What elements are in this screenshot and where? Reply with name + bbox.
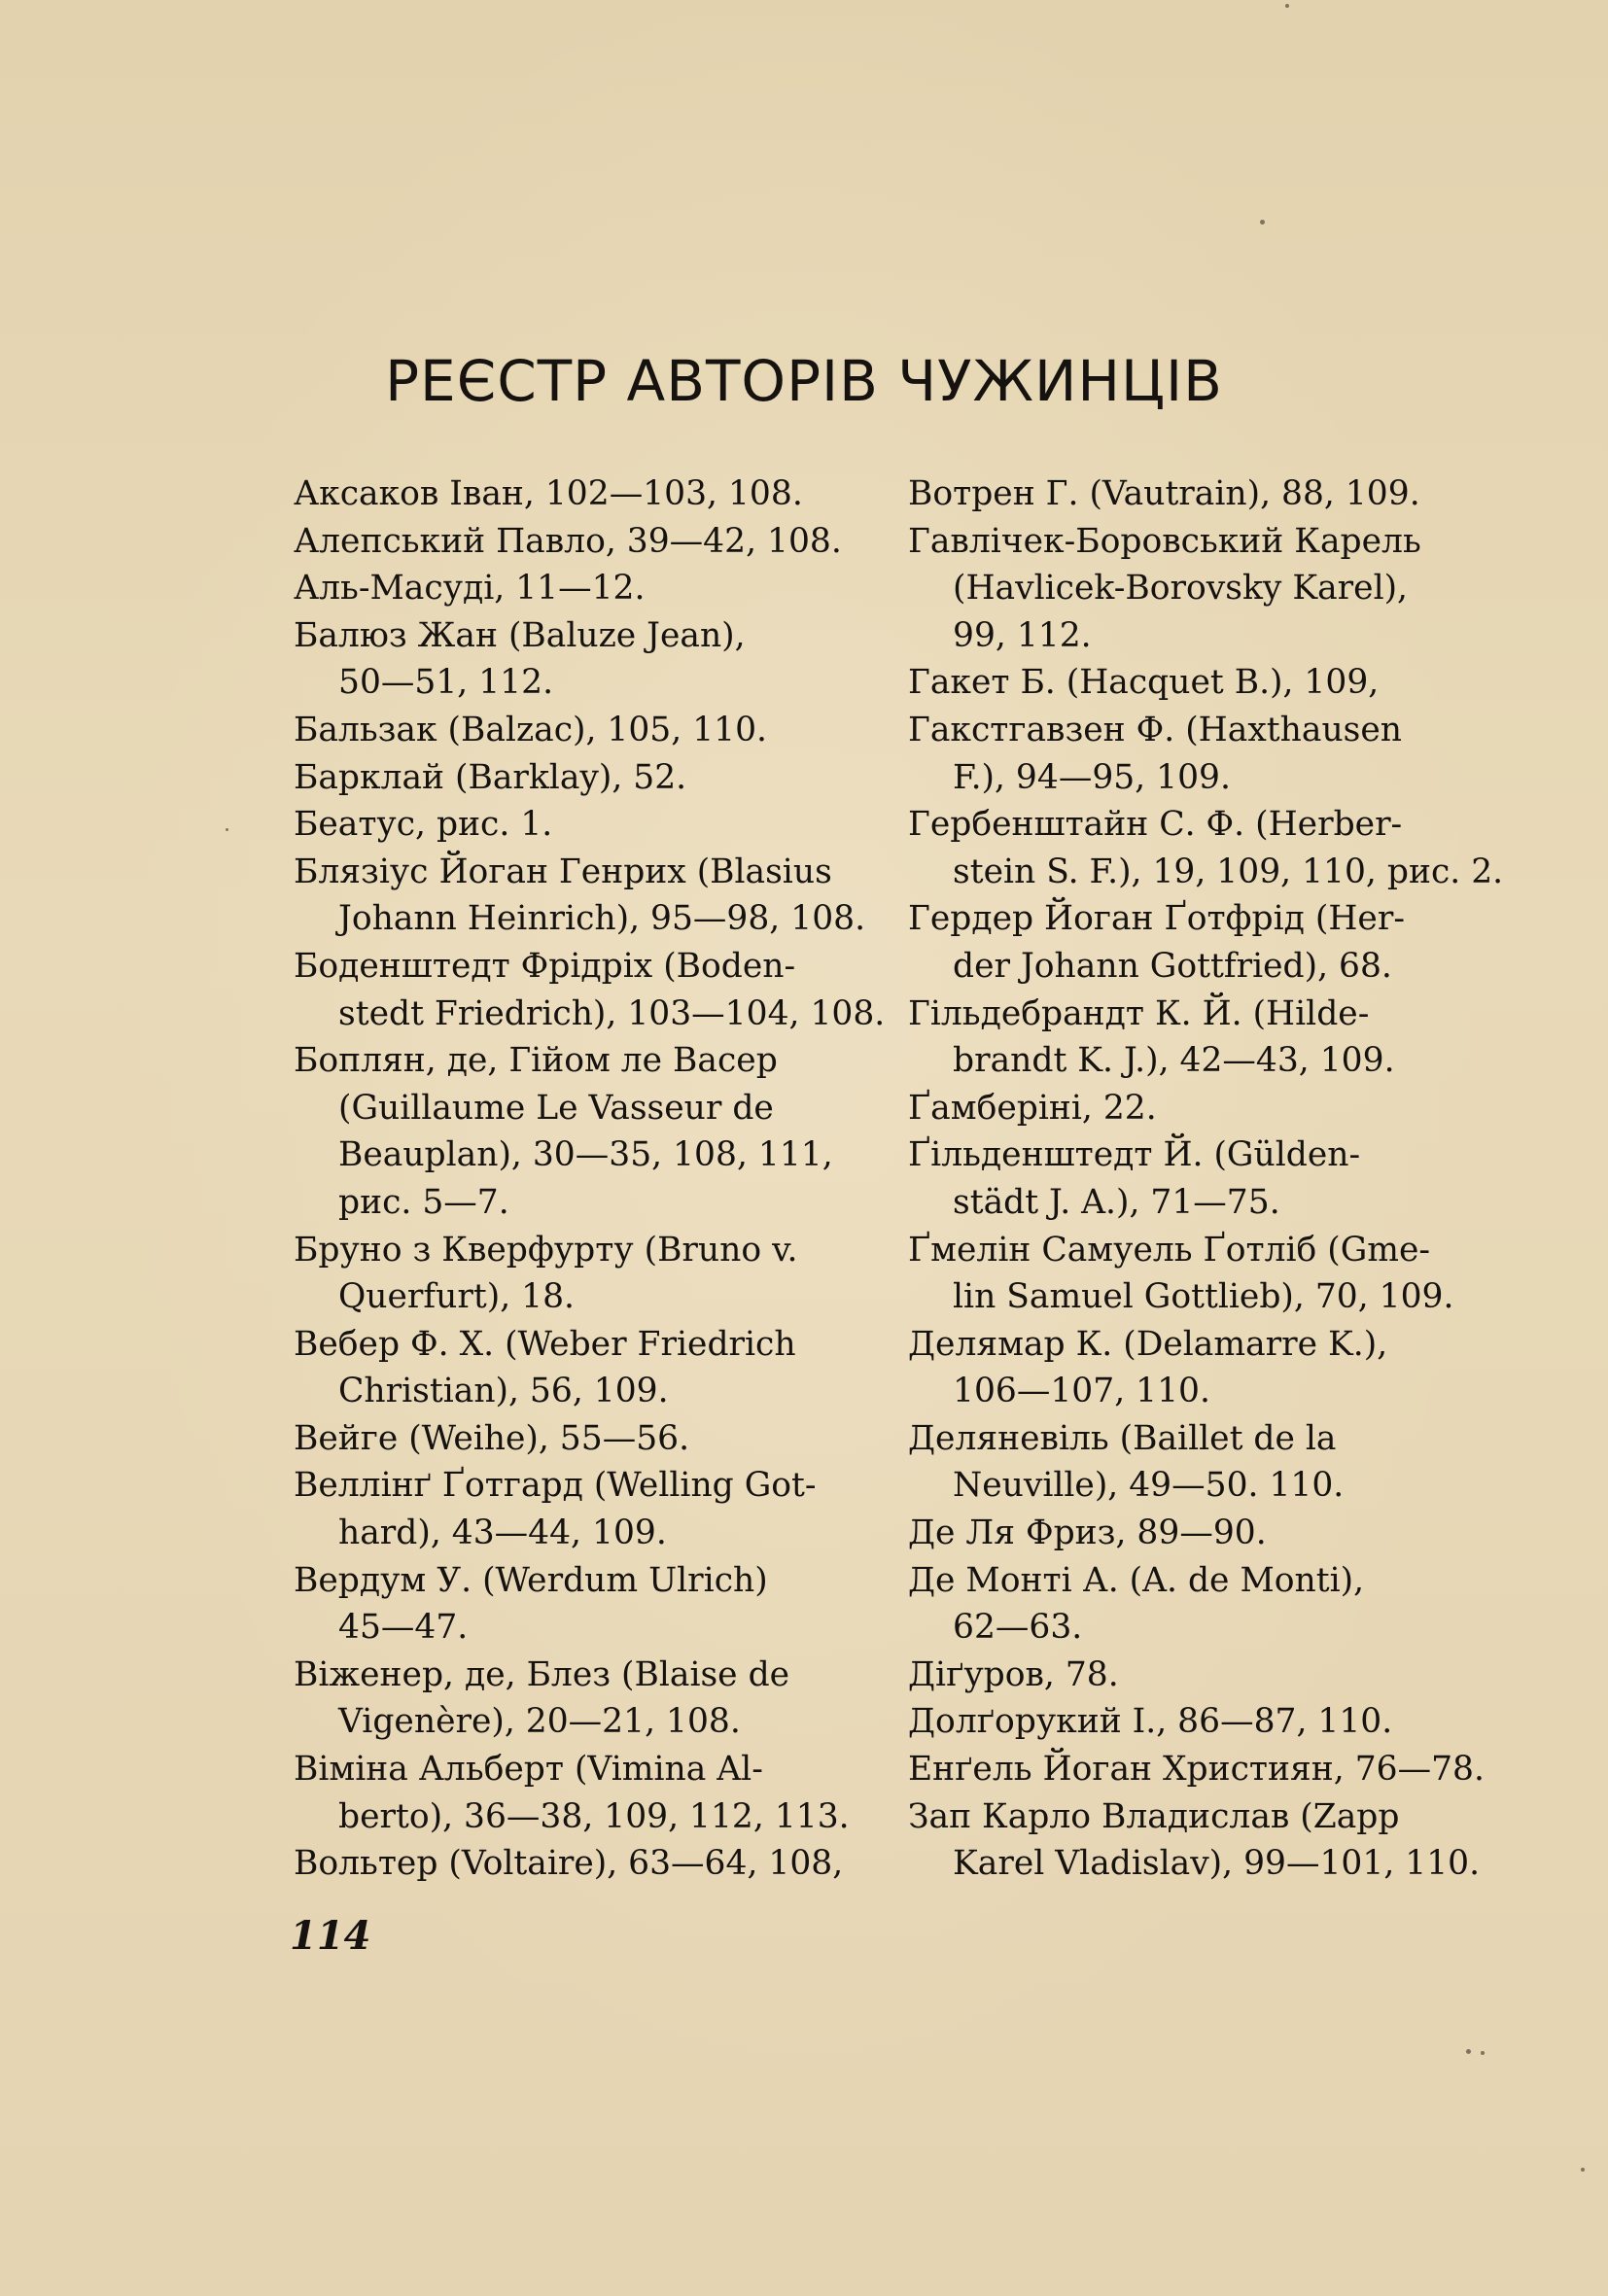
index-entry-continuation: berto), 36—38, 109, 112, 113. [338,1796,850,1836]
index-entry [294,754,867,802]
index-entry-continuation: Johann Heinrich), 95—98, 108. [338,899,866,939]
paper-speck [226,828,228,831]
index-entry-line: Гільдебрандт К. Й. (Hilde- [908,993,1370,1033]
index-entry [908,895,1482,990]
index-entry [294,565,867,612]
index-entry-line: Вольтер (Voltaire), 63—64, 108, [294,1844,844,1884]
index-entry [294,801,867,849]
index-entry-line: Делямар К. (Delamarre K.), [908,1324,1388,1364]
index-entry-line: Алепський Павло, 39—42, 108. [294,521,842,561]
index-entry-line: Деляневіль (Baillet de la [908,1418,1337,1458]
index-entry-line: Віженер, де, Блез (Blaise de [294,1654,790,1694]
index-entry-line: Вердум У. (Werdum Ulrich) [294,1560,768,1600]
index-entry-line: Енґель Йоган Християн, 76—78. [908,1750,1485,1790]
index-entry-continuation: 62—63. [953,1608,1083,1648]
index-entry-line: Ґамберіні, 22. [908,1088,1157,1128]
index-entry-line: Гакстгавзен Ф. (Haxthausen [908,710,1402,749]
index-entry [908,1746,1485,1793]
index-entry [294,943,886,1037]
index-entry [908,470,1482,518]
index-entry-continuation: 45—47. [338,1608,469,1648]
index-entry [908,801,1504,895]
index-entry-line: Де Монті А. (A. de Monti), [908,1560,1365,1600]
index-entry-continuation: Vigenère), 20—21, 108. [338,1702,741,1742]
index-entry-line: Барклай (Barklay), 52. [294,757,687,797]
index-entry-line: Боденштедт Фрідріх (Boden- [294,946,796,986]
index-entry-continuation: Beauplan), 30—35, 108, 111, [338,1135,833,1175]
index-entry [908,1131,1482,1226]
paper-speck [1466,2049,1471,2054]
index-entry [908,1510,1482,1557]
index-entry-line: Ґмелін Самуель Ґотліб (Gme- [908,1230,1431,1270]
index-entry [294,1746,867,1840]
paper-speck [1285,4,1289,8]
index-entry-continuation: (Havlicek-Borovsky Karel), [953,569,1409,609]
index-column-right [908,470,1504,1888]
index-entry [294,849,867,943]
index-entry-line: Бальзак (Balzac), 105, 110. [294,710,768,749]
index-entry-line: Веллінґ Ґотгард (Welling Got- [294,1466,817,1506]
index-entry-line: Ґільденштедт Й. (Gülden- [908,1135,1361,1175]
index-entry-continuation: stein S. F.), 19, 109, 110, рис. 2. [953,852,1504,891]
index-entry [294,1652,867,1746]
index-entry [908,991,1482,1085]
index-entry [908,1652,1482,1699]
page-title: РЕЄСТР АВТОРІВ ЧУЖИНЦІВ [385,348,1223,414]
index-column-left [294,470,886,1888]
page-number: 114 [290,1913,371,1959]
index-entry-line: Зап Карло Владислав (Zapp [908,1796,1400,1836]
index-entry-continuation: Christian), 56, 109. [338,1372,669,1411]
index-entry-line: Вейге (Weihe), 55—56. [294,1418,690,1458]
index-entry-line: Блязіус Йоган Генрих (Blasius [294,852,832,891]
index-entry [294,1840,867,1888]
index-entry-line: Де Ля Фриз, 89—90. [908,1513,1267,1553]
index-entry [294,612,867,707]
index-entry [294,1227,867,1321]
paper-speck [1581,2168,1585,2172]
index-entry-continuation: рис. 5—7. [338,1182,509,1222]
index-entry-line: Вотрен Г. (Vautrain), 88, 109. [908,474,1420,513]
index-entry-line: Гербенштайн С. Ф. (Herber- [908,805,1403,845]
index-entry-line: Гердер Йоган Ґотфрід (Her- [908,899,1405,939]
index-entry [908,1227,1482,1321]
index-entry [908,518,1482,660]
index-entry-continuation: 99, 112. [953,615,1092,655]
index-entry [908,1698,1482,1746]
index-entry-continuation: (Guillaume Le Vasseur de [338,1088,774,1128]
index-entry-line: Балюз Жан (Baluze Jean), [294,615,746,655]
index-entry [294,707,867,754]
index-entry-continuation: 106—107, 110. [953,1372,1210,1411]
index-entry-line: Боплян, де, Гійом ле Васер [294,1041,778,1081]
index-entry-continuation: brandt K. J.), 42—43, 109. [953,1041,1395,1081]
index-entry-continuation: Querfurt), 18. [338,1277,576,1317]
index-entry-line: Віміна Альберт (Vimina Al- [294,1750,763,1790]
index-entry-line: Гавлічек-Боровський Карель [908,521,1421,561]
index-entry [908,659,1482,707]
index-entry [908,1085,1482,1132]
index-entry [908,707,1482,801]
index-entry [294,1557,867,1652]
index-entry [294,1321,867,1415]
index-entry-line: Аксаков Іван, 102—103, 108. [294,474,803,513]
index-entry-line: Аль-Масуді, 11—12. [294,569,646,609]
index-entry-line: Бруно з Кверфурту (Bruno v. [294,1230,798,1270]
index-entry [294,1415,867,1463]
index-entry [294,518,867,566]
index-entry-continuation: Karel Vladislav), 99—101, 110. [953,1844,1481,1884]
index-entry [294,1037,867,1226]
index-entry-line: Долґорукий І., 86—87, 110. [908,1702,1393,1742]
paper-speck [1260,220,1265,225]
index-entry [908,1557,1482,1652]
index-entry-continuation: hard), 43—44, 109. [338,1513,667,1553]
index-entry-continuation: stedt Friedrich), 103—104, 108. [338,993,886,1033]
index-entry [908,1415,1482,1510]
index-entry-continuation: 50—51, 112. [338,663,554,703]
index-entry [908,1793,1482,1888]
index-entry-continuation: der Johann Gottfried), 68. [953,946,1392,986]
index-entry [908,1321,1482,1415]
index-entry [294,1462,867,1556]
index-entry [294,470,867,518]
index-entry-continuation: F.), 94—95, 109. [953,757,1231,797]
index-entry-continuation: städt J. A.), 71—75. [953,1182,1280,1222]
paper-speck [1481,2051,1485,2055]
index-entry-line: Діґуров, 78. [908,1654,1119,1694]
index-entry-continuation: Neuville), 49—50. 110. [953,1466,1345,1506]
index-entry-line: Беатус, рис. 1. [294,805,553,845]
index-entry-line: Гакет Б. (Hacquet B.), 109, [908,663,1380,703]
index-entry-line: Вебер Ф. Х. (Weber Friedrich [294,1324,796,1364]
index-entry-continuation: lin Samuel Gottlieb), 70, 109. [953,1277,1454,1317]
